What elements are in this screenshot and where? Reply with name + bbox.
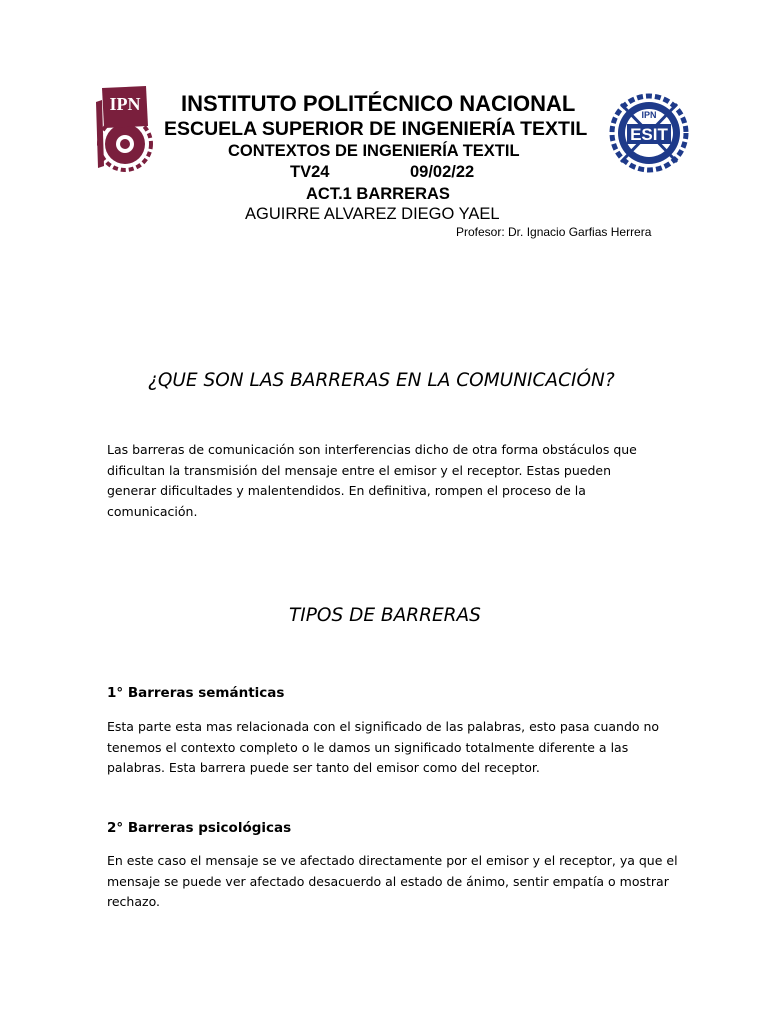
esit-logo-top-text: IPN [641,110,657,120]
course-title: CONTEXTOS DE INGENIERÍA TEXTIL [228,142,520,160]
esit-logo-main-text: ESIT [630,125,668,144]
paragraph-line: Esta parte esta mas relacionada con el significado de las palabras, esto pasa cuando no [107,719,660,734]
institution-title: INSTITUTO POLITÉCNICO NACIONAL [181,91,576,116]
esit-logo-icon [607,92,691,174]
paragraph-line: mensaje se puede ver afectado desacuerdo al estado de ánimo, sentir empatía o mostrar [107,873,669,889]
types-heading: TIPOS DE BARRERAS [289,605,481,626]
paragraph-line: Las barreras de comunicación son interferencias dicho de otra forma obstáculos que [107,442,637,457]
semantic-barriers-heading: 1° Barreras semánticas [107,685,285,701]
paragraph-line: rechazo. [107,894,160,909]
paragraph-line: generar dificultades y malentendidos. En definitiva, rompen el proceso de la [107,483,586,498]
ipn-logo-icon [92,82,158,174]
paragraph-line: palabras. Esta barrera puede ser tanto del emisor como del receptor. [107,760,540,775]
paragraph-line: comunicación. [107,503,198,519]
psychological-barriers-paragraph [107,851,687,913]
question-heading: ¿QUE SON LAS BARRERAS EN LA COMUNICACIÓN? [148,370,615,391]
psychological-barriers-heading: 2° Barreras psicológicas [107,820,292,836]
intro-paragraph [107,440,687,522]
student-name: AGUIRRE ALVAREZ DIEGO YAEL [245,205,500,223]
paragraph-line: tenemos el contexto completo o le damos un significado totalmente diferente a las [107,739,629,755]
school-title: ESCUELA SUPERIOR DE INGENIERÍA TEXTIL [164,118,588,140]
date: 09/02/22 [410,163,475,181]
semantic-barriers-paragraph [107,717,687,779]
activity-title: ACT.1 BARRERAS [306,185,450,203]
ipn-logo-text: IPN [109,94,141,114]
paragraph-line: dificultan la transmisión del mensaje entre el emisor y el receptor. Estas pueden [107,462,611,478]
group-code: TV24 [290,163,330,181]
paragraph-line: En este caso el mensaje se ve afectado directamente por el emisor y el receptor, ya que el [107,853,678,868]
professor-name: Profesor: Dr. Ignacio Garfias Herrera [456,225,652,239]
